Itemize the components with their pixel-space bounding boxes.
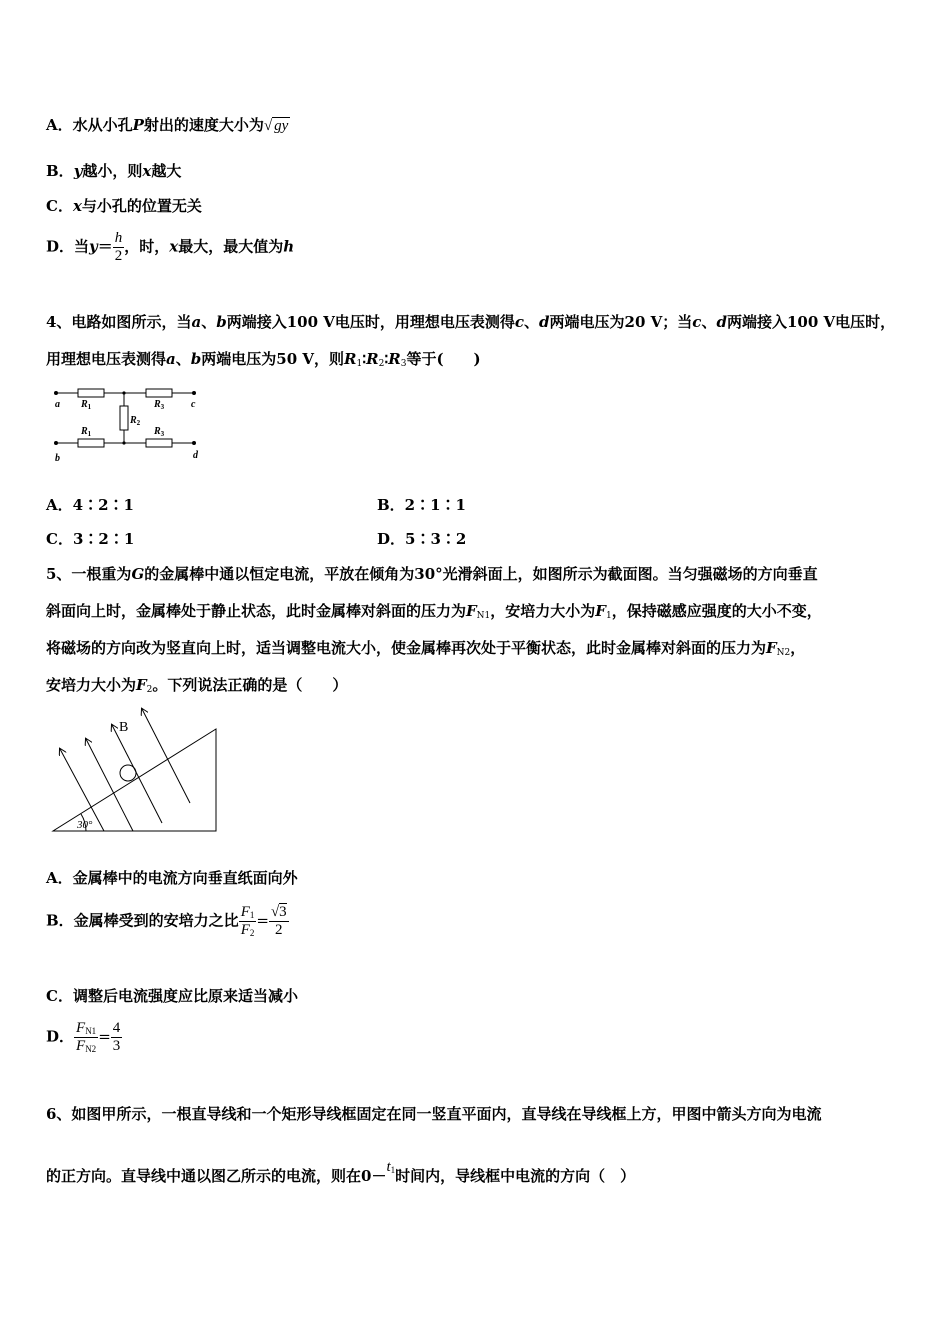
terminal-a: a bbox=[55, 399, 60, 410]
q5-stem-line3: 将磁场的方向改为竖直向上时，适当调整电流大小，使金属棒再次处于平衡状态，此时金属棒对斜面的压力为$F_{N2}$， bbox=[46, 639, 806, 658]
resistor-r1-bottom bbox=[78, 439, 104, 447]
circuit-diagram bbox=[46, 382, 216, 466]
q6-stem-line1: 6、如图甲所示，一根直导线和一个矩形导线框固定在同一竖直平面内，直导线在导线框上方，甲图中箭头方向为电流 bbox=[46, 1105, 822, 1123]
resistor-r3-bottom bbox=[146, 439, 172, 447]
incline-diagram bbox=[46, 705, 226, 845]
q3-option-d: D．当y＝ $\frac{h}{2}$ ，时，x最大，最大值为h bbox=[46, 230, 295, 264]
q5-stem-line2: 斜面向上时，金属棒处于静止状态，此时金属棒对斜面的压力为$F_{N1}$，安培力大小为$F_1$，保持磁感应强度的大小不变， bbox=[46, 602, 822, 621]
label-r3-bottom: $R_3$ bbox=[154, 426, 165, 438]
resistor-r2 bbox=[120, 406, 128, 430]
q3-option-b: B．y越小，则x越大 bbox=[46, 162, 182, 180]
q5-stem-line1: 5、一根重为G的金属棒中通以恒定电流，平放在倾角为30°光滑斜面上，如图所示为截面图。当匀强磁场的方向垂直 bbox=[46, 565, 818, 583]
label-r2: $R_2$ bbox=[130, 415, 141, 427]
fraction-4-over-3: $\frac{4}{3}$ bbox=[112, 1020, 121, 1054]
angle-label: 30° bbox=[77, 819, 93, 831]
q4-option-b: B．2∶1∶1 bbox=[377, 496, 466, 514]
fraction-h-over-2: $\frac{h}{2}$ bbox=[114, 230, 123, 264]
terminal-c: c bbox=[191, 399, 196, 410]
incline-triangle bbox=[53, 729, 216, 831]
q6-stem-line2: 的正方向。直导线中通以图乙所示的电流，则在$0-t_1$时间内，导线框中电流的方向（ ） bbox=[46, 1159, 636, 1185]
field-label-b: B bbox=[119, 720, 129, 735]
q5-option-a: A．金属棒中的电流方向垂直纸面向外 bbox=[46, 869, 298, 887]
q5-option-c: C．调整后电流强度应比原来适当减小 bbox=[46, 987, 298, 1005]
q4-stem: 4、电路如图所示，当a、b两端接入100 V电压时，用理想电压表测得c、d两端电压为20 V；当c、d两端接入100 V电压时，用理想电压表测得a、b两端电压为50 V，则$R_1∶R_2∶R_3$等于( ) bbox=[46, 313, 896, 369]
label-r3-top: $R_3$ bbox=[154, 399, 165, 411]
field-line-4 bbox=[142, 709, 190, 803]
q5-option-b: B．金属棒受到的安培力之比 $\frac{F_1}{F_2}$ = $\frac{√3}{2}$ bbox=[46, 904, 287, 938]
field-line-3 bbox=[112, 725, 162, 823]
terminal-d: d bbox=[193, 450, 198, 461]
q3-option-a: A．水从小孔P射出的速度大小为√ gy bbox=[46, 116, 289, 134]
sqrt-expression: √ gy bbox=[263, 118, 289, 134]
q3-option-c: C．x与小孔的位置无关 bbox=[46, 197, 202, 215]
terminal-b: b bbox=[55, 453, 60, 464]
q5-option-d: D． $\frac{F_{N1}}{F_{N2}}$ = $\frac{4}{3}$ bbox=[46, 1020, 121, 1054]
fraction-fn1-over-fn2: $\frac{F_{N1}}{F_{N2}}$ bbox=[76, 1020, 97, 1054]
fraction-f1-over-f2: $\frac{F_1}{F_2}$ bbox=[240, 904, 255, 938]
q4-option-a: A．4∶2∶1 bbox=[46, 496, 134, 514]
fraction-sqrt3-over-2: $\frac{√3}{2}$ bbox=[270, 904, 287, 938]
label-r1-top: $R_1$ bbox=[81, 399, 92, 411]
q5-stem-line4: 安培力大小为$F_2$。下列说法正确的是（ ） bbox=[46, 676, 348, 695]
q4-option-d: D．5∶3∶2 bbox=[377, 530, 467, 548]
label-r1-bottom: $R_1$ bbox=[81, 426, 92, 438]
resistor-r1-top bbox=[78, 389, 104, 397]
resistor-r3-top bbox=[146, 389, 172, 397]
q4-option-c: C．3∶2∶1 bbox=[46, 530, 135, 548]
